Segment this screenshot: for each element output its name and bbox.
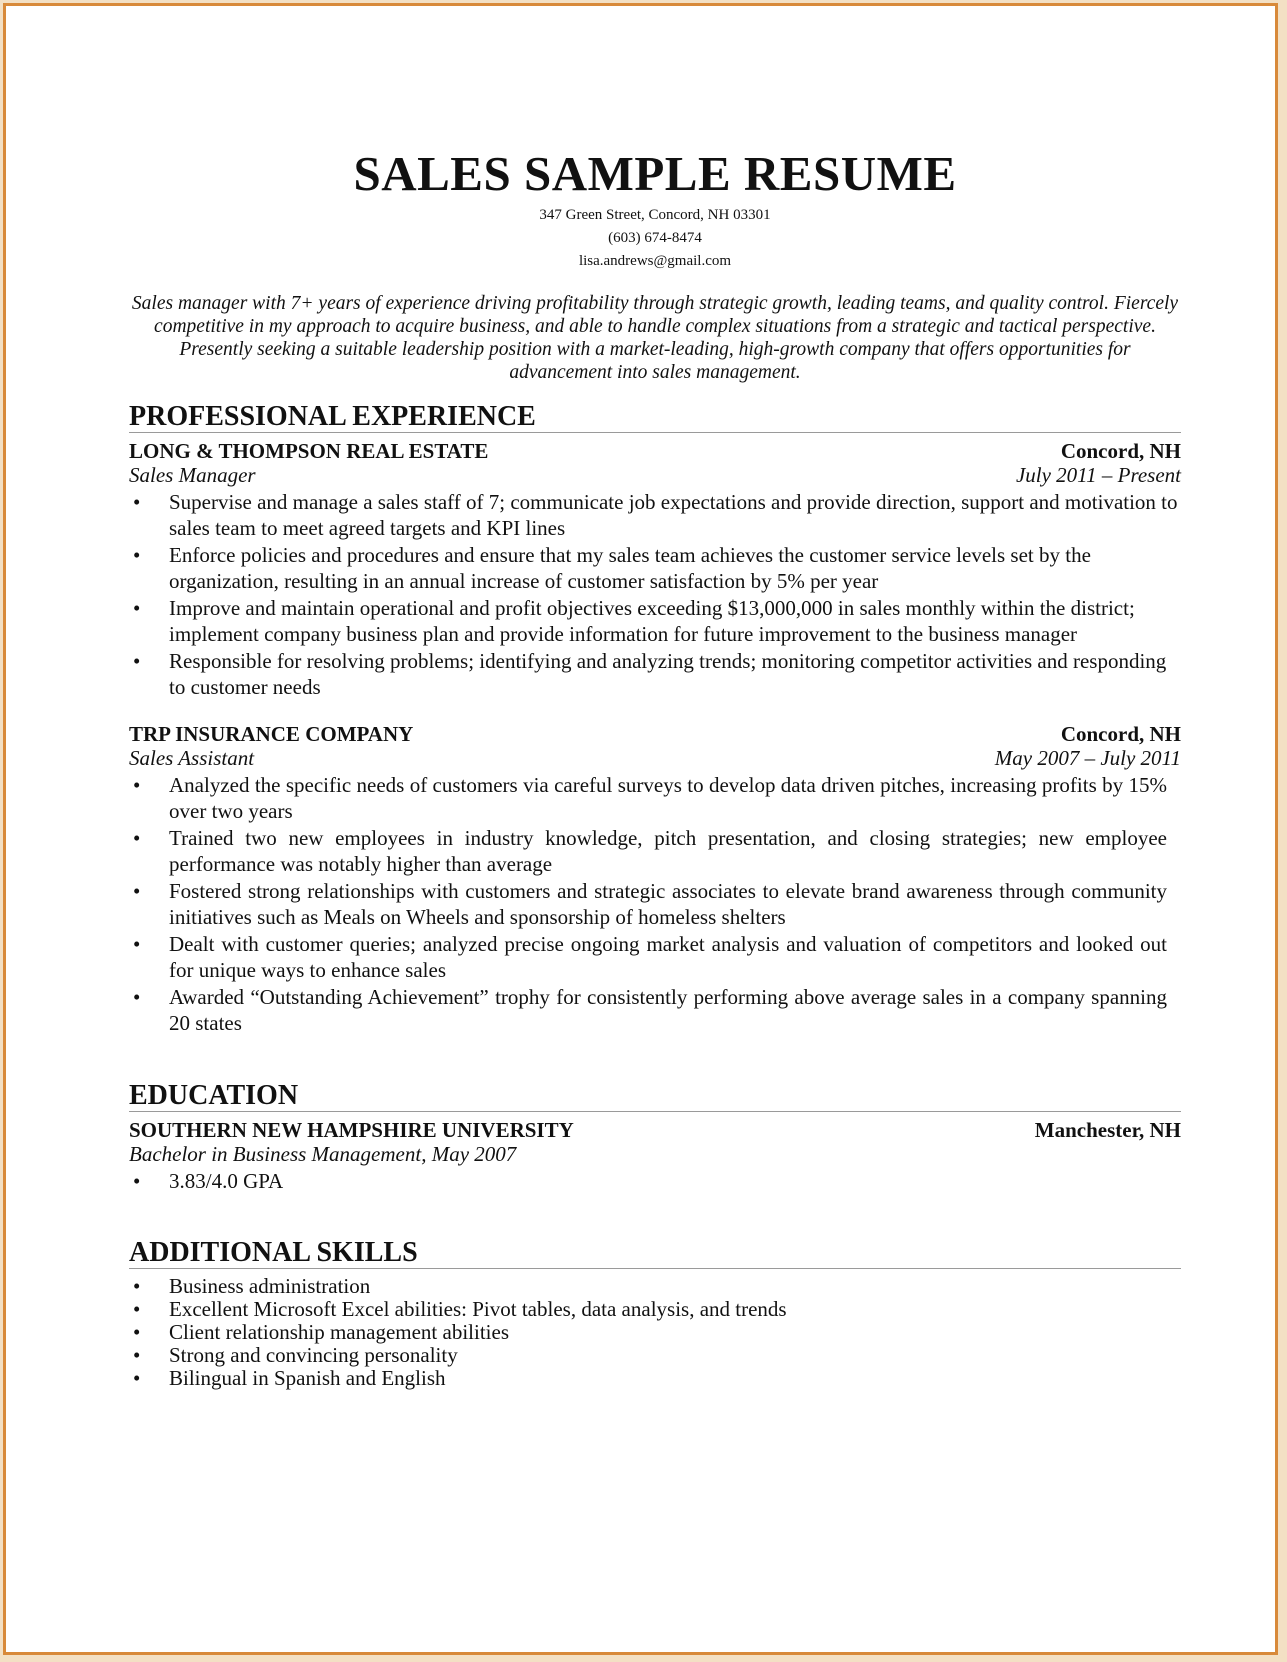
bullet-icon: • bbox=[133, 879, 141, 903]
experience-section bbox=[129, 402, 1181, 1037]
job-bullets bbox=[129, 772, 1181, 1036]
summary: Sales manager with 7+ years of experience driving profitability through strategic growth, leading teams, and quality control. Fiercely competitive in my approach to acquire business, and able to handle complex situations from a strategic and tactical perspective. Presently seeking a suitable leadership position with a market-leading, high-growth company that offers opportunities for advancement into sales management. bbox=[131, 293, 1179, 383]
job-entry-2 bbox=[129, 722, 1181, 1036]
education-section bbox=[129, 1081, 1181, 1195]
list-item: • Awarded “Outstanding Achievement” trophy for consistently performing above average sales in a company spanning 20 states bbox=[133, 985, 1167, 1035]
contact-block bbox=[129, 204, 1181, 273]
company-name: LONG & THOMPSON REAL ESTATE bbox=[129, 439, 489, 463]
school-location: Manchester, NH bbox=[1034, 1118, 1181, 1142]
bullet-icon: • bbox=[133, 1366, 141, 1390]
list-item: • Analyzed the specific needs of customers via careful surveys to develop data driven pitches, increasing profits by 15% over two years bbox=[133, 773, 1167, 823]
bullet-icon: • bbox=[133, 1169, 141, 1193]
job-location: Concord, NH bbox=[1060, 722, 1181, 746]
education-heading: EDUCATION bbox=[129, 1081, 1181, 1112]
job-dates: July 2011 – Present bbox=[1015, 463, 1181, 487]
address: 347 Green Street, Concord, NH 03301 bbox=[539, 207, 771, 223]
resume-title: SALES SAMPLE RESUME bbox=[353, 146, 957, 201]
list-item: • Client relationship management abilities bbox=[133, 1320, 509, 1344]
list-item: • Responsible for resolving problems; identifying and analyzing trends; monitoring competitor activities and responding to customer needs bbox=[133, 649, 1167, 699]
job-role: Sales Assistant bbox=[129, 746, 255, 770]
bullet-icon: • bbox=[133, 1320, 141, 1344]
bullet-icon: • bbox=[133, 596, 141, 620]
list-item: • Dealt with customer queries; analyzed precise ongoing market analysis and valuation of competitors and looked out for unique ways to enhance sales bbox=[133, 932, 1167, 982]
phone: (603) 674-8474 bbox=[608, 230, 702, 246]
company-name: TRP INSURANCE COMPANY bbox=[129, 722, 414, 746]
degree: Bachelor in Business Management, May 2007 bbox=[129, 1142, 517, 1166]
list-item: • Trained two new employees in industry knowledge, pitch presentation, and closing strategies; new employee performance was notably higher than average bbox=[133, 826, 1167, 876]
list-item: • Enforce policies and procedures and ensure that my sales team achieves the customer service levels set by the organization, resulting in an annual increase of customer satisfaction by 5% per year bbox=[133, 543, 1091, 593]
school-name: SOUTHERN NEW HAMPSHIRE UNIVERSITY bbox=[129, 1118, 574, 1142]
skills-section bbox=[129, 1238, 1181, 1390]
list-item: • 3.83/4.0 GPA bbox=[133, 1169, 284, 1193]
experience-heading: PROFESSIONAL EXPERIENCE bbox=[129, 402, 1181, 433]
bullet-icon: • bbox=[133, 1343, 141, 1367]
skills-heading: ADDITIONAL SKILLS bbox=[129, 1238, 1181, 1269]
bullet-icon: • bbox=[133, 826, 141, 850]
job-bullets bbox=[129, 489, 1181, 700]
list-item: • Excellent Microsoft Excel abilities: Pivot tables, data analysis, and trends bbox=[133, 1297, 787, 1321]
bullet-icon: • bbox=[133, 1297, 141, 1321]
document-frame bbox=[3, 3, 1278, 1655]
job-dates: May 2007 – July 2011 bbox=[994, 746, 1181, 770]
bullet-icon: • bbox=[133, 1274, 141, 1298]
education-bullets bbox=[129, 1168, 1181, 1194]
job-location: Concord, NH bbox=[1060, 439, 1181, 463]
list-item: • Supervise and manage a sales staff of 7; communicate job expectations and provide direction, support and motivation to sales team to meet agreed targets and KPI lines bbox=[133, 490, 1178, 540]
job-role: Sales Manager bbox=[129, 463, 256, 487]
bullet-icon: • bbox=[133, 490, 141, 514]
skills-bullets bbox=[129, 1275, 1181, 1390]
job-entry-1 bbox=[129, 439, 1181, 700]
bullet-icon: • bbox=[133, 773, 141, 797]
bullet-icon: • bbox=[133, 932, 141, 956]
email: lisa.andrews@gmail.com bbox=[578, 253, 732, 269]
bullet-icon: • bbox=[133, 985, 141, 1009]
list-item: • Business administration bbox=[133, 1274, 371, 1298]
bullet-icon: • bbox=[133, 543, 141, 567]
list-item: • Fostered strong relationships with customers and strategic associates to elevate brand awareness through community initiatives such as Meals on Wheels and sponsorship of homeless shelters bbox=[133, 879, 1167, 929]
list-item: • Bilingual in Spanish and English bbox=[133, 1366, 446, 1390]
bullet-icon: • bbox=[133, 649, 141, 673]
list-item: • Improve and maintain operational and profit objectives exceeding $13,000,000 in sales monthly within the district; implement company business plan and provide information for future improvement to the business manager bbox=[133, 596, 1135, 646]
list-item: • Strong and convincing personality bbox=[133, 1343, 458, 1367]
